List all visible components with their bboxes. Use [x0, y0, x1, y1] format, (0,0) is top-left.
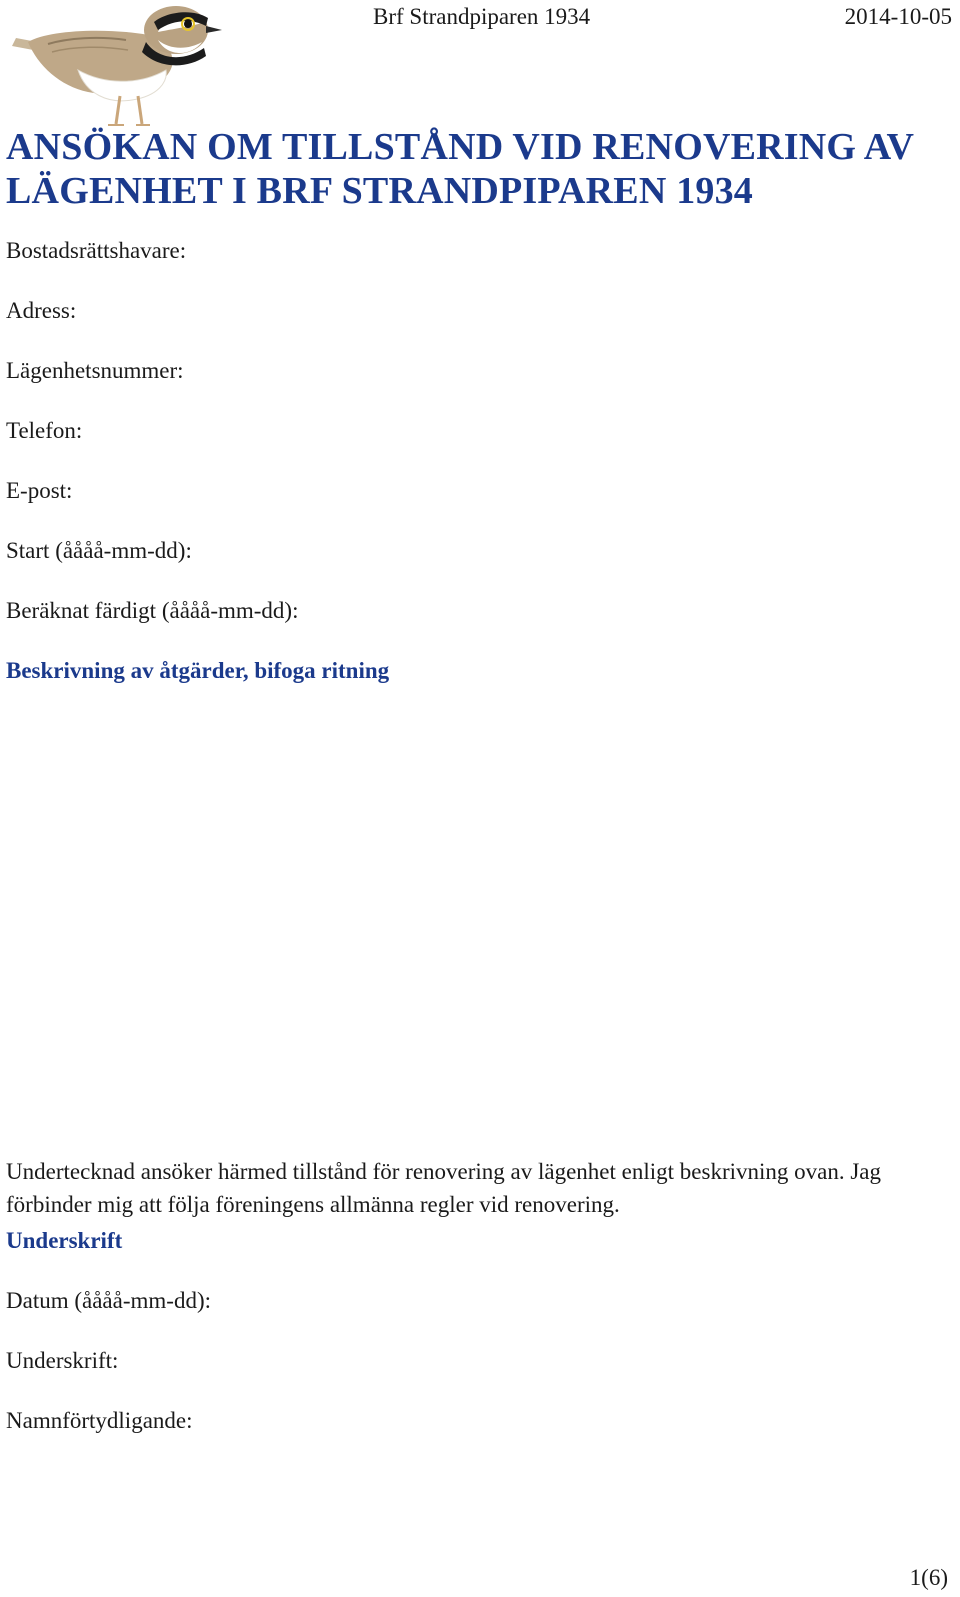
description-heading: Beskrivning av åtgärder, bifoga ritning — [6, 658, 390, 683]
start-date-field-label: Start (åååå-mm-dd): — [6, 538, 192, 563]
email-field-label: E-post: — [6, 478, 73, 503]
page-number: 1(6) — [909, 1565, 948, 1590]
ringed-plover-bird-icon — [8, 0, 223, 128]
estimated-finish-field-label: Beräknat färdigt (åååå-mm-dd): — [6, 598, 299, 623]
association-name: Brf Strandpiparen 1934 — [373, 4, 591, 29]
name-clarification-field-label: Namnförtydligande: — [6, 1408, 193, 1433]
phone-field-label: Telefon: — [6, 418, 83, 443]
holder-field-label: Bostadsrättshavare: — [6, 238, 187, 263]
apartment-number-field-label: Lägenhetsnummer: — [6, 358, 184, 383]
signature-date-field-label: Datum (åååå-mm-dd): — [6, 1288, 211, 1313]
signature-heading: Underskrift — [6, 1228, 123, 1253]
signature-field-label: Underskrift: — [6, 1348, 119, 1373]
document-date: 2014-10-05 — [844, 4, 952, 29]
page-title: ANSÖKAN OM TILLSTÅND VID RENOVERING AV LÄGENHET I BRF STRANDPIPAREN 1934 — [6, 126, 914, 212]
declaration-text: Undertecknad ansöker härmed tillstånd för renovering av lägenhet enligt beskrivning ovan. Jag förbinder mig att följa föreningens allmänna regler vid renovering. — [6, 1159, 881, 1217]
address-field-label: Adress: — [6, 298, 77, 323]
